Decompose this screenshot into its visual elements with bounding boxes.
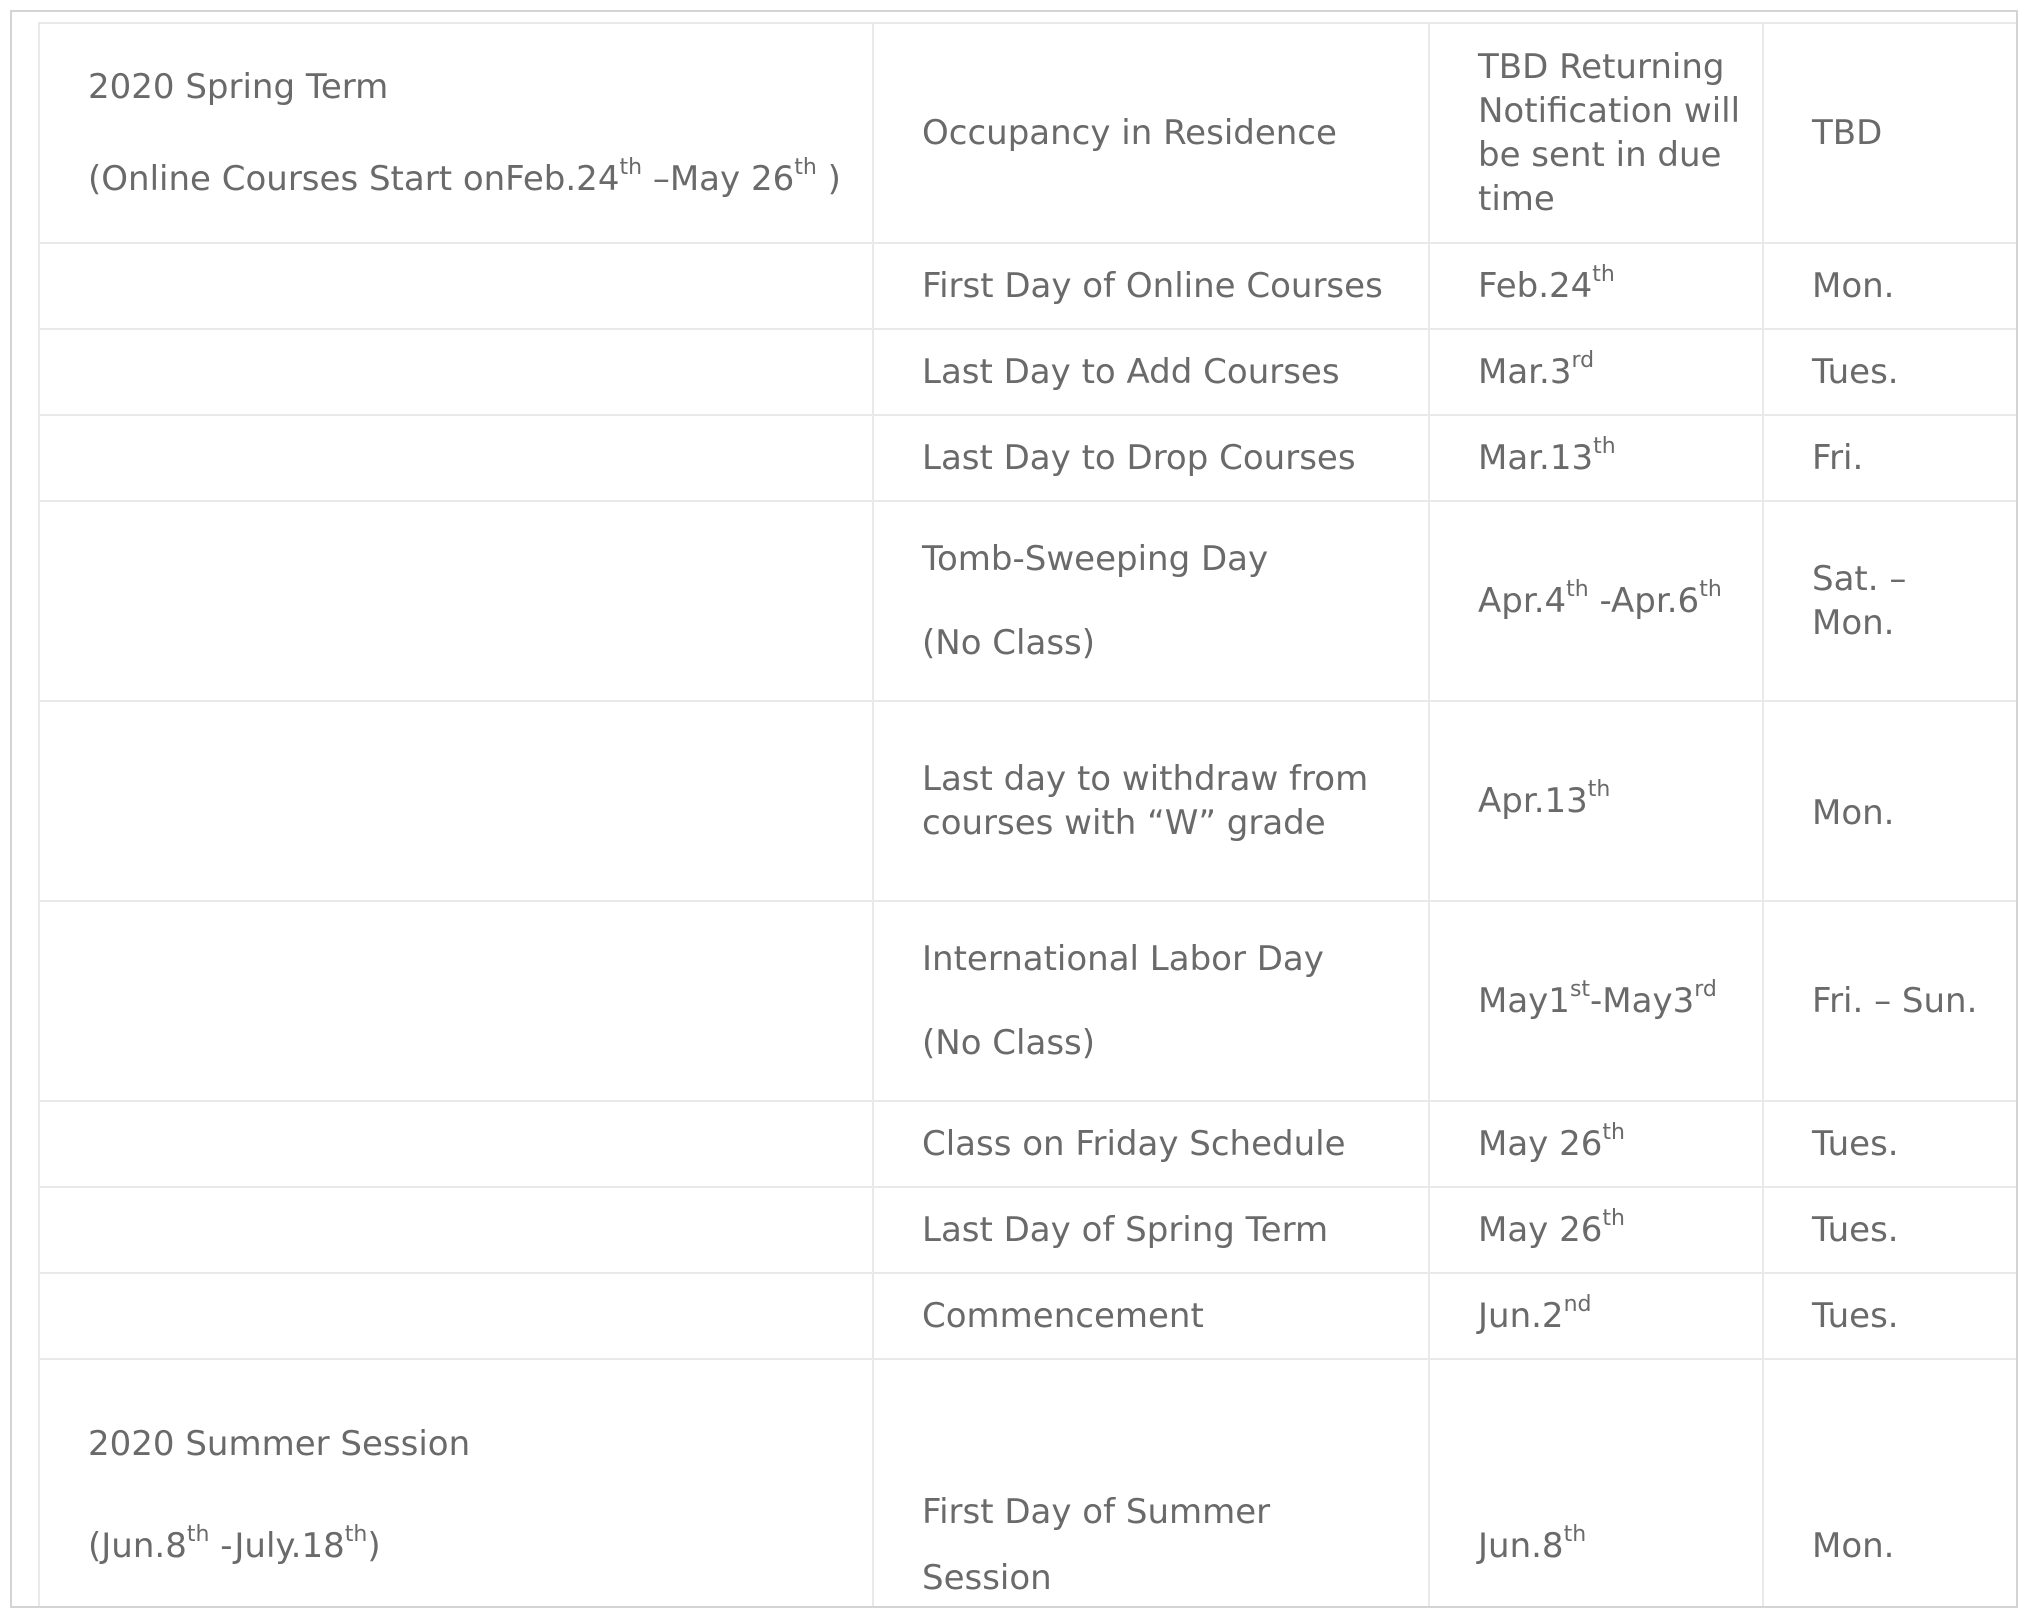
event-cell: International Labor Day (No Class) (873, 901, 1429, 1101)
table-row (39, 243, 2018, 329)
day-cell: Sat. – Mon. (1763, 501, 2018, 701)
term-cell (39, 1187, 873, 1273)
date-cell: Apr.13th (1429, 701, 1763, 901)
date-cell: TBD Returning Notification will be sent in due time (1429, 23, 1763, 243)
table-row (39, 415, 2018, 501)
event-cell: Tomb-Sweeping Day (No Class) (873, 501, 1429, 701)
term-title: 2020 Summer Session (88, 1424, 471, 1464)
academic-calendar-table (38, 22, 2018, 1608)
day-cell: TBD (1763, 23, 2018, 243)
day-cell: Mon. (1763, 701, 2018, 901)
term-cell (39, 1273, 873, 1359)
event-cell: First Day of Online Courses (873, 243, 1429, 329)
day-cell: Fri. – Sun. (1763, 901, 2018, 1101)
date-cell: Feb.24th (1429, 243, 1763, 329)
date-cell: May1st-May3rd (1429, 901, 1763, 1101)
date-cell: Jun.2nd (1429, 1273, 1763, 1359)
term-dates: (Jun.8th -July.18th) (88, 1521, 381, 1566)
calendar-frame (10, 10, 2018, 1608)
event-cell: Last Day of Spring Term (873, 1187, 1429, 1273)
date-cell: May 26th (1429, 1187, 1763, 1273)
term-cell (39, 901, 873, 1101)
event-cell: Occupancy in Residence (873, 23, 1429, 243)
term-cell (39, 1101, 873, 1187)
table-row (39, 701, 2018, 901)
term-cell (39, 329, 873, 415)
table-row (39, 901, 2018, 1101)
day-cell: Tues. (1763, 1273, 2018, 1359)
term-cell (39, 415, 873, 501)
date-cell: Apr.4th -Apr.6th (1429, 501, 1763, 701)
table-row (39, 329, 2018, 415)
event-cell: Last Day to Drop Courses (873, 415, 1429, 501)
day-cell: Fri. (1763, 415, 2018, 501)
day-cell: Tues. (1763, 1101, 2018, 1187)
event-cell: Class on Friday Schedule (873, 1101, 1429, 1187)
date-cell: Jun.8th (1429, 1359, 1763, 1608)
day-cell: Tues. (1763, 329, 2018, 415)
table-row (39, 501, 2018, 701)
event-cell: Commencement (873, 1273, 1429, 1359)
term-title: 2020 Spring Term (88, 67, 389, 107)
table-row (39, 1187, 2018, 1273)
event-cell: Last Day to Add Courses (873, 329, 1429, 415)
term-cell (39, 23, 873, 243)
event-cell: First Day of Summer Session (873, 1359, 1429, 1608)
term-cell (39, 701, 873, 901)
table-row (39, 1101, 2018, 1187)
table-row (39, 1273, 2018, 1359)
event-cell: Last day to withdraw from courses with “W” grade (873, 701, 1429, 901)
table-row (39, 1359, 2018, 1608)
term-cell (39, 501, 873, 701)
date-cell: Mar.3rd (1429, 329, 1763, 415)
date-cell: Mar.13th (1429, 415, 1763, 501)
term-dates: (Online Courses Start onFeb.24th –May 26th ) (88, 154, 841, 199)
day-cell: Mon. (1763, 243, 2018, 329)
date-cell: May 26th (1429, 1101, 1763, 1187)
day-cell: Mon. (1763, 1359, 2018, 1608)
term-cell (39, 243, 873, 329)
term-cell (39, 1359, 873, 1608)
day-cell: Tues. (1763, 1187, 2018, 1273)
table-row (39, 23, 2018, 243)
